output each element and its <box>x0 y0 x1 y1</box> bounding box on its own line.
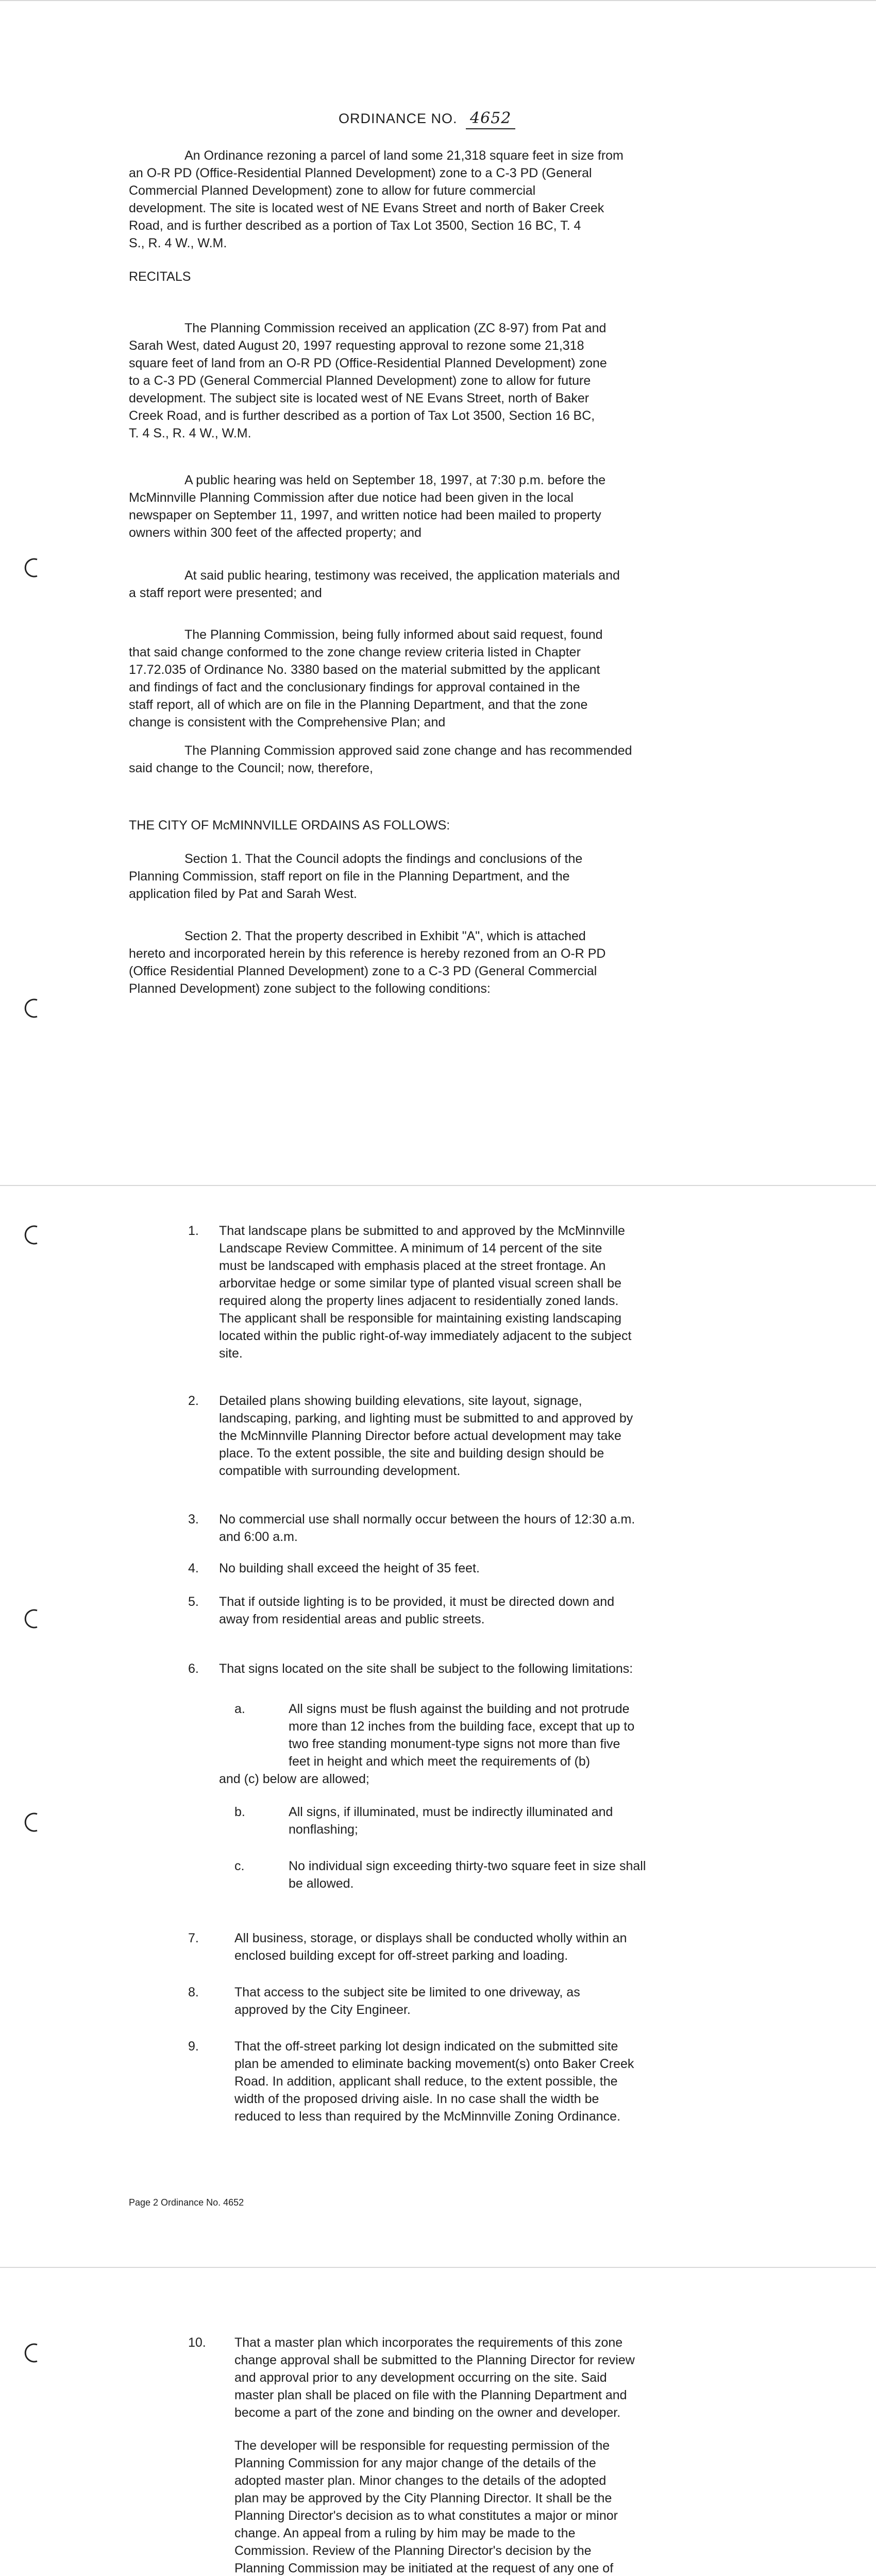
condition-text: That signs located on the site shall be subject to the following limitations: <box>219 1662 633 1676</box>
condition-text: That landscape plans be submitted to and approved by the McMinnville Landscape Review Committee. A minimum of 14 percent of the site must be landscaped with emphasis placed at the street frontage. An arborvitae hedge or some similar type of planted visual screen shall be required along the property lines adjacent to residentially zoned lands. The applicant shall be responsible for maintaining existing landscaping located within the public right-of-way immediately adjacent to the subject site. <box>219 1224 632 1361</box>
condition-text: That if outside lighting is to be provided, it must be directed down and away from residential areas and public streets. <box>219 1595 615 1626</box>
recitals-heading: RECITALS <box>129 269 191 284</box>
recital-paragraph: At said public hearing, testimony was received, the application materials and a staff report were presented; and <box>129 568 620 600</box>
condition-number: 4. <box>188 1561 199 1575</box>
condition-number: 6. <box>188 1662 199 1676</box>
title-label: ORDINANCE NO. <box>339 111 458 126</box>
condition-number: 1. <box>188 1224 199 1238</box>
page-separator <box>0 1185 876 1186</box>
condition-number: 9. <box>188 2039 199 2054</box>
condition-number: 5. <box>188 1595 199 1609</box>
condition-text: Detailed plans showing building elevations, site layout, signage, landscaping, parking, and lighting must be submitted to and approved by the McMinnville Planning Director before actual development may take place. To the extent possible, the site and building design should be compatible with surrounding development. <box>219 1394 633 1478</box>
ordinance-number: 4652 <box>466 109 515 129</box>
page-footer: Page 2 Ordinance No. 4652 <box>129 2197 244 2208</box>
sign-limit-letter: c. <box>234 1859 245 1873</box>
recital-paragraph: The Planning Commission, being fully informed about said request, found that said change conformed to the zone change review criteria listed in Chapter 17.72.035 of Ordinance No. 3380 based on the material submitted by the applicant and findings of fact and the conclusionary findings for approval contained in the staff report, all of which are on file in the Planning Department, and that the zone change is consistent with the Comprehensive Plan; and <box>129 628 603 730</box>
recital-paragraph: A public hearing was held on September 18, 1997, at 7:30 p.m. before the McMinnville Planning Commission after due notice had been given in the local newspaper on September 11, 1997, and written notice had been mailed to property owners within 300 feet of the affected property; and <box>129 473 606 540</box>
sign-limit-letter: b. <box>234 1805 245 1819</box>
condition-text: That a master plan which incorporates the requirements of this zone change approval shall be submitted to the Planning Director for review and approval prior to any development occurring on the site. Said master plan shall be placed on file with the Planning Department and become a part of the zone and binding on the owner and developer. <box>234 2335 635 2420</box>
sign-limit-letter: a. <box>234 1702 245 1716</box>
condition-text: No building shall exceed the height of 35 feet. <box>219 1561 480 1575</box>
punch-hole-icon <box>23 556 45 579</box>
condition-number: 3. <box>188 1512 199 1527</box>
condition-text: That access to the subject site be limited to one driveway, as approved by the City Engineer. <box>234 1985 580 2017</box>
page-separator <box>0 2267 876 2268</box>
condition-text: No commercial use shall normally occur between the hours of 12:30 a.m. and 6:00 a.m. <box>219 1512 635 1544</box>
ordains-heading: THE CITY OF McMINNVILLE ORDAINS AS FOLLOWS: <box>129 818 450 833</box>
punch-hole-icon <box>23 997 45 1020</box>
intro-paragraph: An Ordinance rezoning a parcel of land some 21,318 square feet in size from an O-R PD (Office-Residential Planned Development) zone to a C-3 PD (General Commercial Planned Development) zone to allow for future commercial development. The site is located west of NE Evans Street and north of Baker Creek Road, and is further described as a portion of Tax Lot 3500, Section 16 BC, T. 4 S., R. 4 W., W.M. <box>129 148 624 250</box>
condition-text: That the off-street parking lot design indicated on the submitted site plan be amended to eliminate backing movement(s) onto Baker Creek Road. In addition, applicant shall reduce, to the extent possible, the width of the proposed driving aisle. In no case shall the width be reduced to less than required by the McMinnville Zoning Ordinance. <box>234 2039 634 2124</box>
condition-number: 2. <box>188 1394 199 1408</box>
punch-hole-icon <box>23 1811 45 1834</box>
condition-number: 7. <box>188 1931 199 1945</box>
recital-paragraph: The Planning Commission received an application (ZC 8-97) from Pat and Sarah West, dated August 20, 1997 requesting approval to rezone some 21,318 square feet of land from an O-R PD (Office-Residential Planned Development) zone to a C-3 PD (General Commercial Planned Development) zone to allow for future development. The subject site is located west of NE Evans Street, north of Baker Creek Road, and is further described as a portion of Tax Lot 3500, Section 16 BC, T. 4 S., R. 4 W., W.M. <box>129 321 607 440</box>
recital-paragraph: The Planning Commission approved said zone change and has recommended said change to the Council; now, therefore, <box>129 743 632 775</box>
punch-hole-icon <box>23 2342 45 2364</box>
section-2: Section 2. That the property described in Exhibit "A", which is attached hereto and incorporated herein by this reference is hereby rezoned from an O-R PD (Office Residential Planned Development) zone to a C-3 PD (General Commercial Planned Development) zone subject to the following conditions: <box>129 929 606 996</box>
sign-limit-text: No individual sign exceeding thirty-two square feet in size shall be allowed. <box>289 1859 646 1891</box>
condition-text: The developer will be responsible for requesting permission of the Planning Commission for any major change of the details of the adopted master plan. Minor changes to the details of the adopted plan may be approved by the City Planning Director. It shall be the Planning Director's decision as to what constitutes a major or minor change. An appeal from a ruling by him may be made to the Commission. Review of the Planning Director's decision by the Planning Commission may be initiated at the request of any one of <box>234 2438 618 2575</box>
condition-text: All business, storage, or displays shall be conducted wholly within an enclosed building except for off-street parking and loading. <box>234 1931 627 1963</box>
condition-number: 8. <box>188 1985 199 1999</box>
page-title <box>339 109 515 129</box>
page-separator <box>0 0 876 1</box>
punch-hole-icon <box>23 1224 45 1246</box>
sign-limit-text: All signs must be flush against the building and not protrude more than 12 inches from the building face, except that up to two free standing monument-type signs not more than five feet in height and which meet the requirements of (b) <box>289 1702 635 1769</box>
section-1: Section 1. That the Council adopts the findings and conclusions of the Planning Commission, staff report on file in the Planning Department, and the application filed by Pat and Sarah West. <box>129 852 583 901</box>
condition-number: 10. <box>188 2335 206 2350</box>
punch-hole-icon <box>23 1607 45 1630</box>
sign-limit-text: All signs, if illuminated, must be indirectly illuminated and nonflashing; <box>289 1805 613 1837</box>
sign-limit-text: and (c) below are allowed; <box>219 1772 369 1786</box>
